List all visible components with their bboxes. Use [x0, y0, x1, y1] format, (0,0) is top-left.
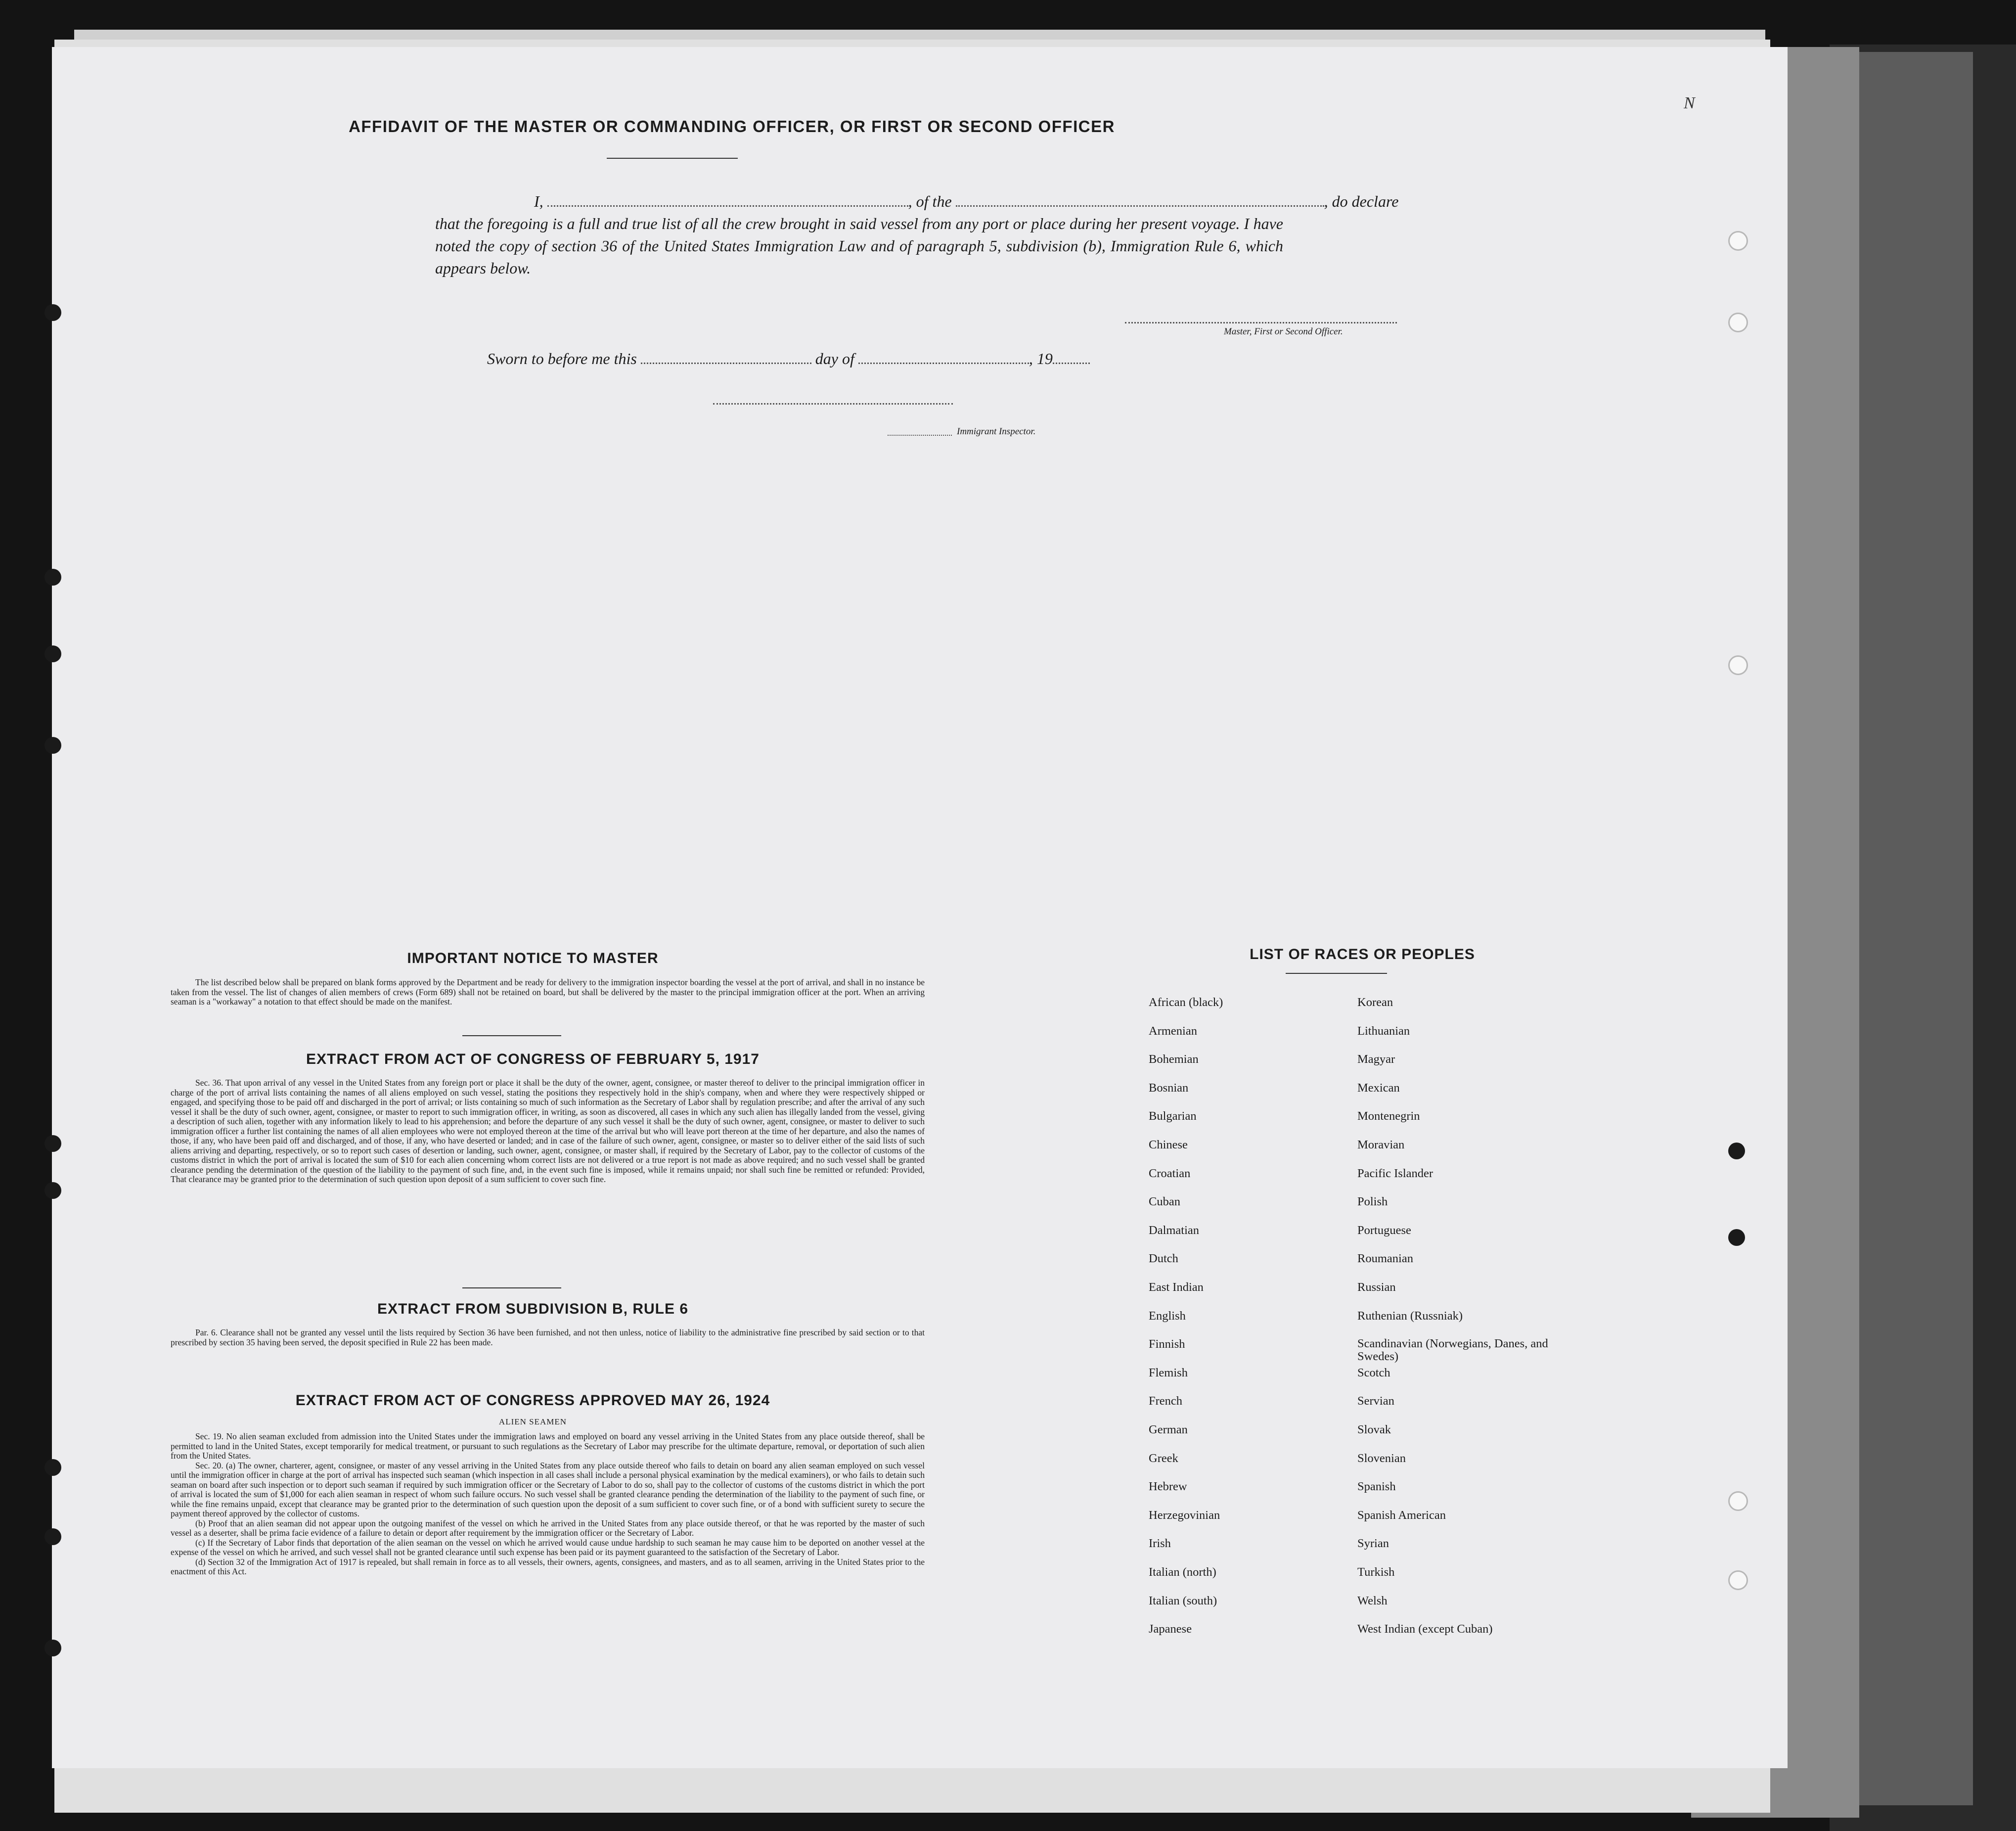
sec-20d: (d) Section 32 of the Immigration Act of 1917 is repealed, but shall remain in force as to all vessels, their owners, agents, consignees, and masters, and as to all seamen, arriving in the United States prior to the enactment of this Act.: [171, 1556, 925, 1576]
race-item: Dalmatian: [1149, 1223, 1200, 1237]
race-item: Flemish: [1149, 1366, 1188, 1379]
sec-20b: (b) Proof that an alien seaman did not appear upon the outgoing manifest of the vessel on which he arrived in the United States from any place outside thereof, or that he was reported by the master of such vessel as a deserter, shall be prima facie evidence of a failure to detain or deport after requirement by the immigration officer or the Secretary of Labor.: [171, 1518, 925, 1538]
sec-20c: (c) If the Secretary of Labor finds that deportation of the alien seaman on the vessel on which he arrived would cause undue hardship to such seaman he may cause him to be deported on another vessel at the expense of the vessel on which he arrived, and such vessel shall not be granted clearance until such expense has been paid or its payment guaranteed to the satisfaction of the Secretary of Labor.: [171, 1537, 925, 1557]
race-item: Dutch: [1149, 1252, 1178, 1266]
race-item: French: [1149, 1394, 1183, 1408]
extract-1917-body: Sec. 36. That upon arrival of any vessel in the United States from any foreign port or place it shall be the duty of the owner, agent, consignee, or master thereof to deliver to the principal immigration officer in charge of the port of arrival lists containing the names of all aliens employed on such vessel, stating the positions they respectively hold in the ship's company, when and where they were respectively shipped or engaged, and specifying those to be paid off and discharged in the port of arrival; or lists containing so much of such information as the Secretary of Labor shall by regulation prescribe; and after the arrival of any such vessel it shall be the duty of such owner, agent, consignee, or master to report to such immigration officer, in writing, as soon as discovered, all cases in which any such alien has illegally landed from the vessel, giving a description of such alien, together with any information likely to lead to his apprehension; and before the departure of any such vessel it shall be the duty of such owner, agent, consignee, or master to deliver to such immigration officer a further list containing the names of all alien employees who were not employed thereon at the time of the arrival but who will leave port thereon at the time of her departure, and also the names of those, if any, who have been paid off and discharged, and of those, if any, who have deserted or landed; and in case of the failure of such owner, agent, consignee, or master so to deliver either of the said lists of such aliens arriving and departing, respectively, or so to report such cases of desertion or landing, such owner, agent, consignee, or master shall, if required by the Secretary of Labor, pay to the collector of customs of the customs district in which the port of arrival is located the sum of $10 for each alien concerning whom correct lists are not delivered or a true report is not made as above required; and no such vessel shall be granted clearance pending the determination of the question of the liability to the payment of such fine, and, in the event such fine is imposed, while it remains unpaid; nor shall such fine be remitted or refunded: Provided, That clearance may be granted prior to the determination of such question upon deposit of a sum sufficient to cover such fine.: [171, 1078, 925, 1184]
race-item: Ruthenian (Russniak): [1357, 1309, 1463, 1323]
extract-rule6-body: Par. 6. Clearance shall not be granted any vessel until the lists required by Section 36 have been furnished, and not then unless, notice of liability to the administrative fine prescribed by said section or to that prescribed by section 35 having been served, the deposit specified in Rule 22 has been made.: [171, 1327, 925, 1347]
race-item: Servian: [1357, 1394, 1394, 1408]
race-item: Turkish: [1357, 1565, 1395, 1579]
notice-title: IMPORTANT NOTICE TO MASTER: [407, 950, 659, 966]
binder-hole: [1728, 1570, 1748, 1590]
decl-body: that the foregoing is a full and true list of all the crew brought in said vessel from any port or place during her present voyage. I have noted the copy of section 36 of the United States Immigration Law and of paragraph 5, subdivision (b), Immigration Rule 6, which appears below.: [435, 215, 1283, 277]
race-item: German: [1149, 1423, 1188, 1436]
officer-signature-line[interactable]: [1125, 322, 1397, 323]
binder-hole: [45, 1640, 61, 1656]
race-item: Russian: [1357, 1281, 1396, 1294]
race-item: Cuban: [1149, 1195, 1180, 1209]
race-item: Herzegovinian: [1149, 1508, 1220, 1522]
race-item: Roumanian: [1357, 1252, 1413, 1266]
decl-of-the: , of the: [908, 192, 952, 210]
race-item: Montenegrin: [1357, 1109, 1420, 1123]
sworn-prefix: Sworn to before me this: [487, 350, 637, 367]
races-title: LIST OF RACES OR PEOPLES: [1250, 946, 1475, 962]
binder-hole: [1728, 313, 1748, 332]
race-item: Mexican: [1357, 1081, 1400, 1095]
race-item: Italian (north): [1149, 1565, 1216, 1579]
race-item: Welsh: [1357, 1594, 1388, 1607]
binder-hole: [45, 1135, 61, 1152]
sworn-year: , 19: [1029, 350, 1053, 367]
race-item: East Indian: [1149, 1281, 1204, 1294]
binder-hole: [45, 1528, 61, 1545]
sworn-day-of: day of: [815, 350, 854, 367]
race-item: Croatian: [1149, 1166, 1191, 1180]
sworn-month-field[interactable]: [858, 353, 1029, 364]
race-item: Italian (south): [1149, 1594, 1217, 1607]
decl-do-declare: , do declare: [1324, 192, 1399, 210]
inspector-signature-line[interactable]: [713, 403, 953, 405]
race-item: Chinese: [1149, 1138, 1188, 1151]
extract-1924-title: EXTRACT FROM ACT OF CONGRESS APPROVED MAY 26, 1924: [295, 1392, 770, 1409]
section-rule: [462, 1035, 561, 1036]
binder-hole: [1728, 1229, 1745, 1246]
race-item: Slovak: [1357, 1423, 1391, 1436]
race-item: Polish: [1357, 1195, 1388, 1209]
race-item: Syrian: [1357, 1537, 1389, 1551]
sec-19: Sec. 19. No alien seaman excluded from admission into the United States under the immigration laws and employed on board any vessel arriving in the United States from any place outside thereof, shall be permitted to land in the United States, except temporarily for medical treatment, or pursuant to such regulations as the Secretary of Labor may prescribe for the ultimate departure, removal, or deportation of such alien from the United States.: [171, 1431, 925, 1461]
corner-mark: N: [1684, 94, 1695, 112]
race-item: Magyar: [1357, 1053, 1395, 1066]
race-item: Bulgarian: [1149, 1109, 1197, 1123]
binder-hole: [1728, 1491, 1748, 1511]
race-item: Scandinavian (Norwegians, Danes, and Swedes): [1357, 1337, 1548, 1364]
race-item: Bosnian: [1149, 1081, 1189, 1095]
notice-body: The list described below shall be prepared on blank forms approved by the Department and be ready for delivery to the immigration inspector boarding the vessel at the port of arrival, and shall in no instance be taken from the vessel. The list of changes of alien members of crews (Form 689) shall not be retained on board, but shall be delivered by the master to the principal immigration officer at the port. When an arriving seaman is a "workaway" a notation to that effect should be made on the manifest.: [171, 977, 925, 1007]
affidavit-title: AFFIDAVIT OF THE MASTER OR COMMANDING OFFICER, OR FIRST OR SECOND OFFICER: [349, 117, 1115, 136]
sworn-year-field[interactable]: [1053, 353, 1090, 364]
binder-hole: [45, 569, 61, 586]
title-rule: [607, 158, 738, 159]
manifest-page: [52, 47, 1788, 1768]
race-item: Greek: [1149, 1451, 1178, 1465]
race-item: Hebrew: [1149, 1480, 1187, 1494]
binder-hole: [45, 1459, 61, 1476]
race-item: Moravian: [1357, 1138, 1405, 1151]
binder-hole: [1728, 231, 1748, 251]
extract-1917-title: EXTRACT FROM ACT OF CONGRESS OF FEBRUARY 5, 1917: [306, 1051, 760, 1067]
binder-hole: [1728, 1143, 1745, 1159]
race-item: Portuguese: [1357, 1223, 1411, 1237]
binder-hole: [45, 304, 61, 321]
inspector-dots: [888, 435, 952, 436]
alien-seamen-subtitle: ALIEN SEAMEN: [498, 1417, 567, 1426]
race-item: Bohemian: [1149, 1053, 1199, 1066]
binder-hole: [45, 1182, 61, 1199]
inspector-caption: Immigrant Inspector.: [957, 426, 1036, 437]
race-item: Armenian: [1149, 1024, 1197, 1038]
race-item: Spanish American: [1357, 1508, 1446, 1522]
race-item: Japanese: [1149, 1622, 1192, 1636]
race-item: Pacific Islander: [1357, 1166, 1434, 1180]
affidavit-declaration: [435, 190, 1399, 279]
section-rule: [462, 1287, 561, 1288]
race-item: Lithuanian: [1357, 1024, 1410, 1038]
sec-20a: Sec. 20. (a) The owner, charterer, agent, consignee, or master of any vessel arriving in the United States from any place outside thereof who fails to detain on board any alien seaman employed on such vessel until the immigration officer in charge at the port of arrival has inspected such seaman (which inspection in all cases shall include a personal physical examination by the medical examiners), or who fails to detain such seaman on board after such inspection or to deport such seaman if required by such immigration officer or the Secretary of Labor to do so, shall pay to the collector of customs of the customs district in which the port of arrival is located the sum of $1,000 for each alien seaman in respect of whom such failure occurs. No such vessel shall be granted clearance pending the determination of the liability to the payment of such fine, or while the fine remains unpaid, except that clearance may be granted prior to the determination of such question upon the deposit of a sum sufficient to cover such fine, or of a bond with sufficient surety to secure the payment thereof approved by the collector of customs.: [171, 1460, 925, 1518]
name-field[interactable]: [547, 195, 908, 207]
officer-signature-caption: Master, First or Second Officer.: [1224, 326, 1343, 337]
decl-i: I,: [534, 192, 543, 210]
sworn-line: [487, 350, 1090, 368]
binder-hole: [1728, 655, 1748, 675]
race-item: Irish: [1149, 1537, 1171, 1551]
race-item: Korean: [1357, 996, 1393, 1009]
extract-rule6-title: EXTRACT FROM SUBDIVISION B, RULE 6: [377, 1301, 689, 1317]
race-item: Spanish: [1357, 1480, 1396, 1494]
race-item: English: [1149, 1309, 1186, 1323]
race-item: Scotch: [1357, 1366, 1390, 1379]
extract-1924-body: [171, 1432, 925, 1577]
race-item: Slovenian: [1357, 1451, 1406, 1465]
race-item: African (black): [1149, 996, 1223, 1009]
vessel-field[interactable]: [956, 195, 1324, 207]
race-item: Finnish: [1149, 1337, 1185, 1351]
sworn-day-field[interactable]: [641, 353, 811, 364]
binder-hole: [45, 737, 61, 754]
race-item: West Indian (except Cuban): [1357, 1622, 1493, 1636]
binder-hole: [45, 645, 61, 662]
races-rule: [1286, 973, 1387, 974]
